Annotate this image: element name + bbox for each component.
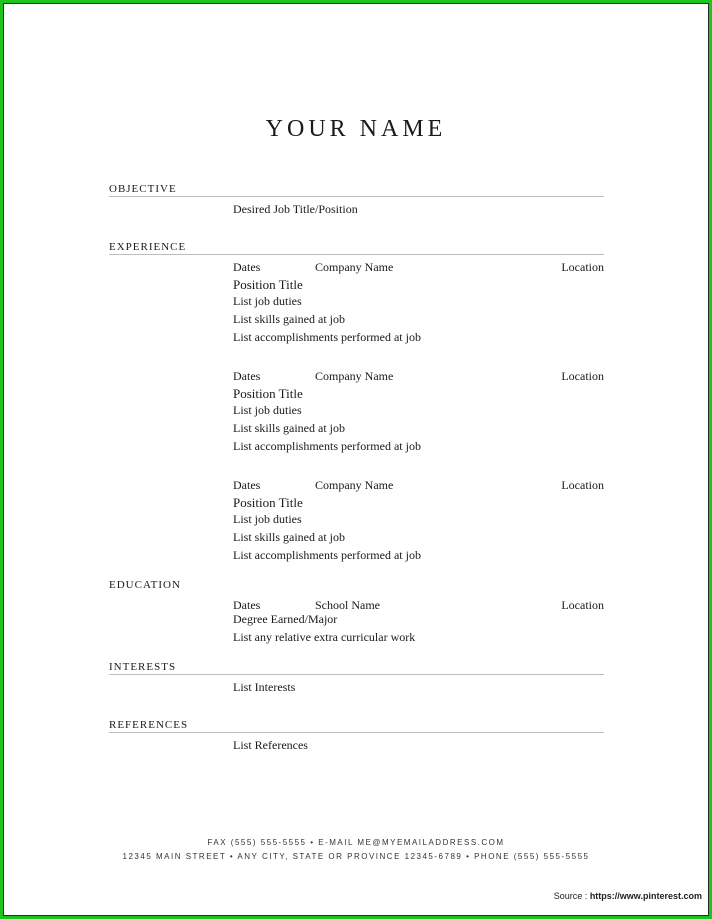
job-2-dates: Dates xyxy=(233,369,261,383)
job-2-title: Position Title xyxy=(233,386,303,401)
education-dates: Dates xyxy=(233,598,261,612)
education-school: School Name xyxy=(315,598,380,612)
job-3-company: Company Name xyxy=(315,478,394,492)
job-1-title: Position Title xyxy=(233,277,303,292)
references-heading: REFERENCES xyxy=(109,719,604,733)
job-1-duties: List job duties xyxy=(233,294,302,308)
education-extra: List any relative extra curricular work xyxy=(233,630,416,644)
footer-contact-line: FAX (555) 555-5555 • E-MAIL ME@MYEMAILADDRESS.COM xyxy=(207,838,505,847)
job-3-location: Location xyxy=(561,478,604,492)
job-1-skills: List skills gained at job xyxy=(233,312,345,326)
source-credit xyxy=(554,891,702,901)
source-link[interactable]: https://www.pinterest.com xyxy=(589,891,702,901)
references-text: List References xyxy=(233,738,308,752)
education-heading: EDUCATION xyxy=(109,579,181,591)
objective-heading: OBJECTIVE xyxy=(109,183,604,197)
footer-address-line: 12345 MAIN STREET • ANY CITY, STATE OR PROVINCE 12345-6789 • PHONE (555) 555-5555 xyxy=(122,852,590,861)
experience-heading: EXPERIENCE xyxy=(109,241,604,255)
job-3-duties: List job duties xyxy=(233,512,302,526)
job-3-title: Position Title xyxy=(233,495,303,510)
job-1-accomplishments: List accomplishments performed at job xyxy=(233,330,421,344)
job-2-company: Company Name xyxy=(315,369,394,383)
source-prefix: Source : xyxy=(553,891,590,901)
job-2-duties: List job duties xyxy=(233,403,302,417)
objective-text: Desired Job Title/Position xyxy=(233,202,358,216)
resume-name: YOUR NAME xyxy=(265,116,447,142)
job-3-skills: List skills gained at job xyxy=(233,530,345,544)
job-1-dates: Dates xyxy=(233,260,261,274)
job-1-location: Location xyxy=(561,260,604,274)
job-2-location: Location xyxy=(561,369,604,383)
job-1-company: Company Name xyxy=(315,260,394,274)
education-location: Location xyxy=(561,598,604,612)
education-degree: Degree Earned/Major xyxy=(233,612,338,626)
interests-text: List Interests xyxy=(233,680,296,694)
job-2-accomplishments: List accomplishments performed at job xyxy=(233,439,421,453)
interests-heading: INTERESTS xyxy=(109,661,604,675)
job-2-skills: List skills gained at job xyxy=(233,421,345,435)
job-3-dates: Dates xyxy=(233,478,261,492)
job-3-accomplishments: List accomplishments performed at job xyxy=(233,548,421,562)
